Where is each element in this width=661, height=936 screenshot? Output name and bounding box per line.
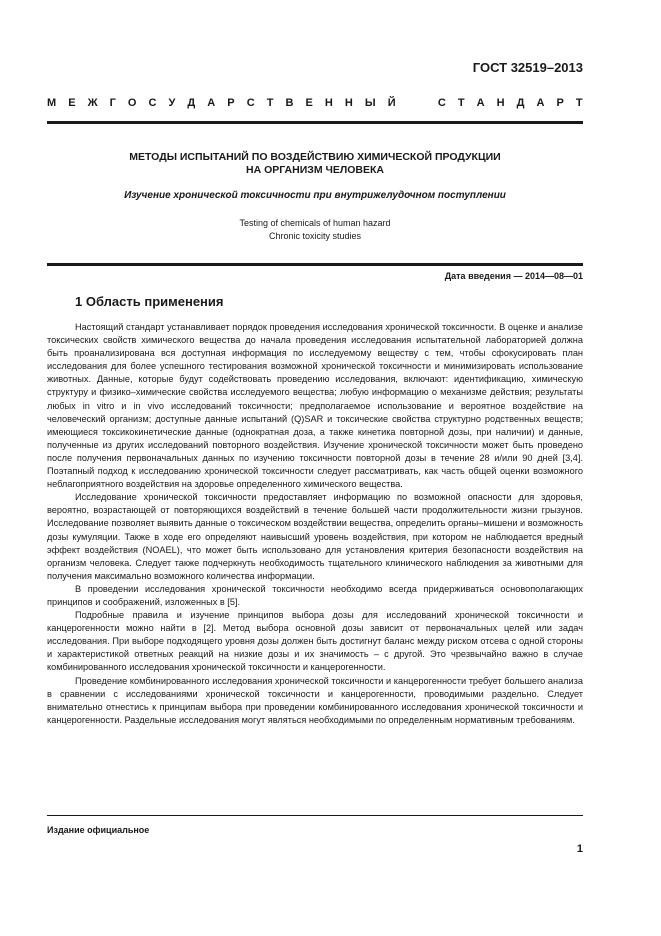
paragraph: Настоящий стандарт устанавливает порядок проведения исследования хронической токсичности. В оценке и анализе токсических свойств химического вещества до начала проведения исследования испытательной лабораторией должна быть проанализирована вся доступная информация по исследуемому веществу с тем, чтобы сфокусировать план исследования для более успешного тестирования возможной хронической токсичности и минимизировать использование животных. Данные, которые будут содействовать проведению исследования, включают: идентификацию, химическую структуру и физико–химические свойства исследуемого вещества; любую информацию о механизме действия; результаты любых in vitro и in vivo исследований токсичности; предполагаемое использование и вероятное воздействие на человеческий организм; доступные данные испытаний (Q)SAR и токсические свойства структурно родственных веществ; имеющиеся токсикокинетические данные (однократная доза, а также кинетика повторной дозы, при наличии) и данные, полученные из других исследований повторного воздействия. Изучение хронической токсичности может быть проведено после получения первоначальных данных по изучению токсичности повторной дозы в течение 28 и/или 90 дней [3,4]. Поэтапный подход к исследованию хронической токсичности следует рассматривать, как часть общей оценки возможного неблагоприятного воздействия на здоровье определенного химического вещества.: [47, 322, 583, 490]
heading-letter: Д: [516, 97, 525, 109]
heading-letter: С: [437, 97, 446, 109]
heading-letter: О: [127, 97, 137, 109]
introduction-date: Дата введения — 2014—08—01: [444, 271, 583, 281]
heading-letter: В: [285, 97, 294, 109]
heading-letter: А: [207, 97, 216, 109]
section-heading: 1 Область применения: [75, 294, 224, 309]
heading-letter: Т: [457, 97, 465, 109]
interstate-standard-heading: [47, 97, 583, 109]
title-line-2: НА ОРГАНИЗМ ЧЕЛОВЕКА: [246, 164, 384, 176]
document-title: [47, 151, 583, 177]
title-line-1: МЕТОДЫ ИСПЫТАНИЙ ПО ВОЗДЕЙСТВИЮ ХИМИЧЕСКОЙ ПРОДУКЦИИ: [129, 151, 501, 163]
heading-letter: Н: [344, 97, 353, 109]
paragraph: В проведении исследования хронической токсичности необходимо всегда придерживаться основополагающих принципов и соображений, изложенных в [5].: [47, 583, 583, 607]
heading-letter: Ы: [364, 97, 376, 109]
english-title: [47, 217, 583, 243]
heading-letter: Е: [68, 97, 76, 109]
heading-letter: Е: [305, 97, 313, 109]
heading-letter: У: [168, 97, 176, 109]
heading-letter: Ж: [87, 97, 98, 109]
heading-letter: Н: [324, 97, 333, 109]
document-subtitle: Изучение хронической токсичности при внутрижелудочном поступлении: [124, 190, 506, 201]
heading-letter: С: [148, 97, 157, 109]
heading-letter: А: [476, 97, 485, 109]
heading-letter: Й: [387, 97, 396, 109]
document-code: ГОСТ 32519–2013: [472, 60, 583, 75]
heading-letter: Н: [496, 97, 505, 109]
heading-letter: М: [47, 97, 57, 109]
heading-letter: А: [536, 97, 545, 109]
heading-letter: Т: [266, 97, 274, 109]
heading-letter: Р: [556, 97, 564, 109]
heading-letter: Г: [109, 97, 116, 109]
english-title-line-2: Chronic toxicity studies: [268, 231, 362, 241]
heading-letter: [408, 97, 411, 109]
paragraph: Подробные правила и изучение принципов выбора дозы для исследований хронической токсичности и канцерогенности можно найти в [2]. Метод выбора основной дозы зависит от первоначальных целей или задач исследования. При выборе подходящего уровня дозы должен быть достигнут баланс между риском отсева с одной стороны и характеристикой ответных реакций на низкие дозы и их значимость – с другой. Это чрезвычайно важно в случае комбинированного исследования хронической токсичности и канцерогенности.: [47, 610, 583, 673]
paragraph: Исследование хронической токсичности предоставляет информацию по возможной опасности для здоровья, вероятно, возрастающей от повторяющихся воздействий в течение большей части продолжительности жизни грызунов. Исследование позволяет выявить данные о токсическом воздействии вещества, определить органы–мишени и возможность дозы кумуляции. Также в ходе его определяют наивысший уровень воздействия, при котором не наблюдается вредный эффект воздействия (NOAEL), что может быть использовано для установления критерия безопасности воздействия на организм человека. Следует также подчеркнуть необходимость тщательного клинического наблюдения за животными для получения максимально возможного количества информации.: [47, 492, 583, 581]
footer-rule: [47, 815, 583, 816]
section-body: [47, 321, 583, 727]
official-edition-label: Издание официальное: [47, 825, 150, 835]
heading-letter: [423, 97, 426, 109]
title-rule: [47, 263, 583, 266]
heading-letter: Т: [575, 97, 583, 109]
page-number: 1: [576, 843, 583, 855]
heading-letter: С: [246, 97, 255, 109]
header-rule: [47, 121, 583, 124]
heading-letter: Р: [227, 97, 235, 109]
heading-letter: Д: [187, 97, 196, 109]
english-title-line-1: Testing of chemicals of human hazard: [239, 218, 391, 228]
paragraph: Проведение комбинированного исследования хронической токсичности и канцерогенности требует большего анализа в сравнении с исследованиями хронической токсичности и канцерогенности, проводимыми раздельно. Следует внимательно отнестись к принципам выбора при проведении комбинированного исследования хронической токсичности и канцерогенности. Раздельные исследования могут являться необходимыми по определенным нормативным требованиям.: [47, 675, 583, 725]
